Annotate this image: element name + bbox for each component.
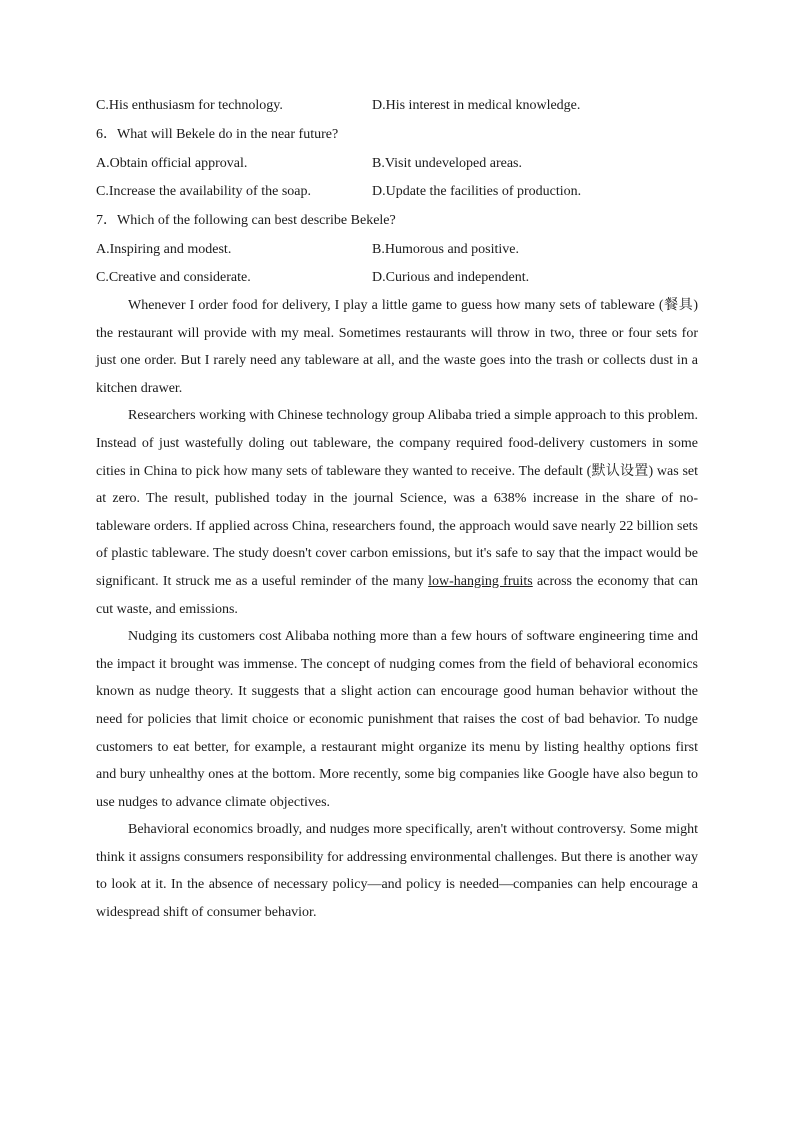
q7-question-row xyxy=(96,206,698,236)
q6-option-c[interactable]: C.Increase the availability of the soap. xyxy=(96,184,311,199)
q7-option-c[interactable]: C.Creative and considerate. xyxy=(96,270,251,285)
document-page xyxy=(96,92,698,927)
passage-paragraph-2-text-after: across the economy that can cut waste, and emissions. xyxy=(96,573,698,617)
passage-paragraph-2-text-before: Researchers working with Chinese technology group Alibaba tried a simple approach to this problem. Instead of just wastefully doling out tableware, the company required food-delivery customers in some cities in China to pick how many sets of tableware they wanted to receive. The default (默认设置) was set at zero. The result, published today in the journal Science, was a 638% increase in the share of no-tableware orders. If applied across China, researchers found, the approach would save nearly 22 billion sets of plastic tableware. The study doesn't cover carbon emissions, but it's safe to say that the impact would be significant. It struck me as a useful reminder of the many xyxy=(96,408,698,589)
passage-paragraph-1: Whenever I order food for delivery, I play a little game to guess how many sets of tableware (餐具) the restaurant will provide with my meal. Sometimes restaurants will throw in two, three or four sets for just one order. But I rarely need any tableware at all, and the waste goes into the trash or collects dust in a kitchen drawer. xyxy=(96,298,698,396)
q5-option-d[interactable]: D.His interest in medical knowledge. xyxy=(372,98,581,113)
q6-option-b[interactable]: B.Visit undeveloped areas. xyxy=(372,156,523,171)
q6-options-row-ab xyxy=(96,150,698,178)
passage-paragraph-2 xyxy=(96,402,698,623)
q5-options-row-cd xyxy=(96,92,698,120)
q6-question-row xyxy=(96,120,698,150)
passage-paragraph-3: Nudging its customers cost Alibaba nothing more than a few hours of software engineering time and the impact it brought was immense. The concept of nudging comes from the field of behavioral economics known as nudge theory. It suggests that a slight action can encourage good human behavior without the need for policies that limit choice or economic punishment that raises the cost of bad behavior. To nudge customers to eat better, for example, a restaurant might organize its menu by listing healthy options first and bury unhealthy ones at the bottom. More recently, some big companies like Google have also begun to use nudges to advance climate objectives. xyxy=(96,629,698,810)
q6-option-a[interactable]: A.Obtain official approval. xyxy=(96,156,248,171)
q7-option-a[interactable]: A.Inspiring and modest. xyxy=(96,242,232,257)
q7-options-row-ab xyxy=(96,236,698,264)
q6-options-row-cd xyxy=(96,178,698,206)
q7-question-text: 7．Which of the following can best describe Bekele? xyxy=(96,213,396,228)
q6-question-text: 6．What will Bekele do in the near future? xyxy=(96,127,339,142)
q7-options-row-cd xyxy=(96,264,698,292)
q7-option-d[interactable]: D.Curious and independent. xyxy=(372,270,530,285)
q6-option-d[interactable]: D.Update the facilities of production. xyxy=(372,184,582,199)
q5-option-c[interactable]: C.His enthusiasm for technology. xyxy=(96,98,283,113)
underlined-phrase: low-hanging fruits xyxy=(428,573,533,589)
q7-option-b[interactable]: B.Humorous and positive. xyxy=(372,242,519,257)
passage-paragraph-4: Behavioral economics broadly, and nudges more specifically, aren't without controversy. Some might think it assigns consumers responsibility for addressing environmental challenges. But there is another way to look at it. In the absence of necessary policy—and policy is needed—companies can help encourage a widespread shift of consumer behavior. xyxy=(96,822,698,921)
